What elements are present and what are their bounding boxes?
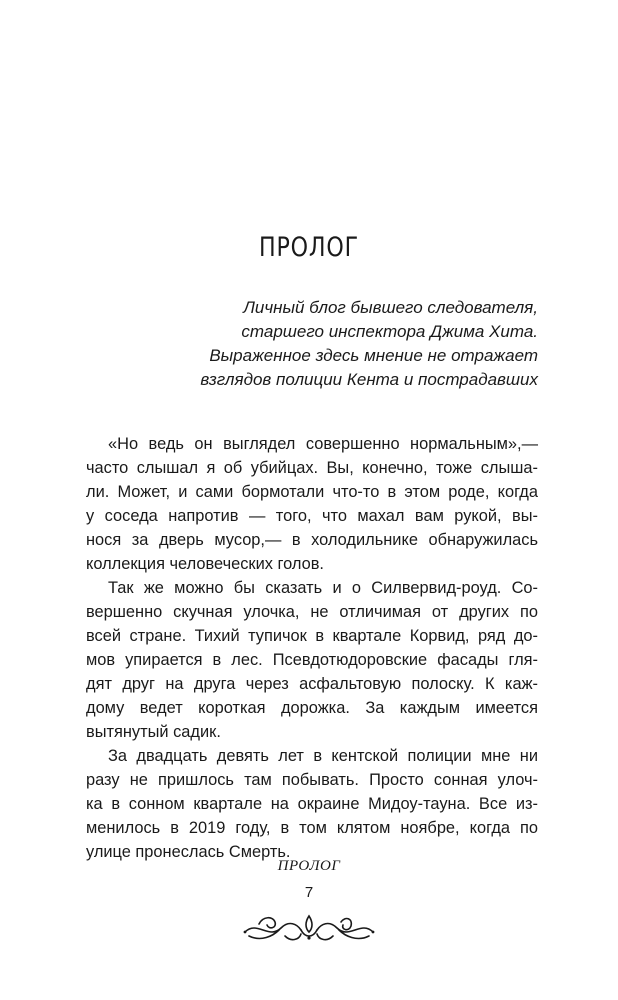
text-line: часто слышал я об убийцах. Вы, конечно, тоже слыша- [86, 459, 538, 477]
epigraph-line: Личный блог бывшего следователя, [243, 298, 538, 317]
paragraph-3 [86, 744, 538, 864]
paragraph-2 [86, 576, 538, 744]
text-line: дят друг на друга через асфальтовую полоску. К каж- [86, 675, 538, 693]
text-line: ли. Может, и сами бормотали что-то в этом роде, когда [86, 483, 538, 501]
text-line: За двадцать девять лет в кентской полиции мне ни [108, 747, 538, 765]
paragraph-1 [86, 432, 538, 576]
text-line: ка в сонном квартале на окраине Мидоу-тауна. Все из- [86, 795, 538, 813]
running-footer-title: ПРОЛОГ [277, 858, 341, 874]
text-line: у соседа напротив — того, что махал вам рукой, вы- [86, 507, 538, 525]
text-line: всей стране. Тихий тупичок в квартале Корвид, ряд до- [86, 627, 538, 645]
text-line: улице пронеслась Смерть. [86, 843, 291, 861]
text-line: вытянутый садик. [86, 723, 221, 741]
epigraph-line: Выраженное здесь мнение не отражает [209, 346, 538, 365]
chapter-title: ПРОЛОГ [259, 232, 359, 263]
text-line: нося за дверь мусор,— в холодильнике обнаружилась [86, 531, 538, 549]
text-line: менилось в 2019 году, в том клятом ноябре, когда по [86, 819, 538, 837]
epigraph [60, 296, 538, 392]
text-line: Так же можно бы сказать и о Силвервид-роуд. Со- [108, 579, 538, 597]
flourish-ornament-icon [239, 906, 379, 946]
text-line: мов упирается в лес. Псевдотюдоровские фасады гля- [86, 651, 538, 669]
page-number: 7 [304, 884, 314, 901]
text-line: дому ведет короткая дорожка. За каждым имеется [86, 699, 538, 717]
text-line: коллекция человеческих голов. [86, 555, 324, 573]
epigraph-line: взглядов полиции Кента и пострадавших [200, 370, 538, 389]
text-line: «Но ведь он выглядел совершенно нормальным»,— [108, 435, 538, 453]
text-line: вершенно скучная улочка, не отличимая от других по [86, 603, 538, 621]
epigraph-line: старшего инспектора Джима Хита. [241, 322, 538, 341]
body-text [86, 432, 538, 864]
text-line: разу не пришлось там побывать. Просто сонная улоч- [86, 771, 538, 789]
